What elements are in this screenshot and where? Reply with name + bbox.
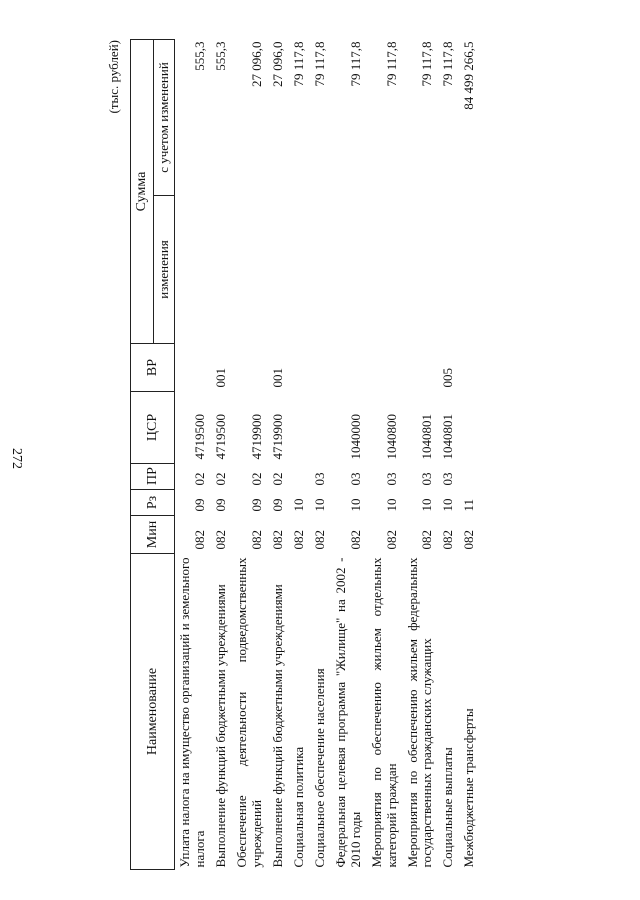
header-min: Мин bbox=[131, 516, 175, 554]
row-csr bbox=[310, 392, 331, 464]
row-min: 082 bbox=[213, 530, 229, 550]
row-vr bbox=[175, 344, 211, 392]
row-changes bbox=[403, 196, 439, 344]
row-changes bbox=[310, 196, 331, 344]
header-with-changes: с учетом изменений bbox=[154, 40, 175, 196]
row-min: 082 bbox=[192, 530, 208, 550]
row-min: 082 bbox=[440, 530, 456, 550]
table-row bbox=[289, 40, 310, 870]
row-rz: 09 bbox=[213, 498, 229, 512]
header-vr: ВР bbox=[131, 344, 175, 392]
row-vr bbox=[459, 344, 480, 392]
row-vr bbox=[367, 344, 403, 392]
row-name: Мероприятия по обеспечению жильем федеральных государственных гражданских служащих bbox=[404, 557, 435, 868]
row-vr: 005 bbox=[440, 368, 456, 388]
row-pr: 02 bbox=[192, 472, 208, 486]
row-min: 082 bbox=[461, 530, 477, 550]
row-pr bbox=[289, 464, 310, 490]
row-with-changes: 555,3 bbox=[192, 41, 208, 71]
header-pr: ПР bbox=[131, 464, 175, 490]
row-name: Уплата налога на имущество организаций и земельного налога bbox=[177, 557, 208, 868]
row-name: Мероприятия по обеспечению жильем отдельных категорий граждан bbox=[368, 557, 399, 868]
header-name: Наименование bbox=[131, 554, 175, 870]
row-rz: 10 bbox=[290, 498, 306, 512]
row-rz: 10 bbox=[311, 498, 327, 512]
row-csr: 1040801 bbox=[419, 414, 435, 460]
row-changes bbox=[438, 196, 459, 344]
row-pr: 03 bbox=[419, 472, 435, 486]
row-with-changes: 79 117,8 bbox=[419, 41, 435, 87]
row-csr: 4719500 bbox=[192, 414, 208, 460]
row-min: 082 bbox=[311, 530, 327, 550]
row-name: Выполнение функций бюджетными учреждениями bbox=[213, 584, 229, 868]
row-name: Межбюджетные трансферты bbox=[461, 708, 477, 868]
table-row bbox=[459, 40, 480, 870]
row-changes bbox=[268, 196, 289, 344]
table-row bbox=[403, 40, 439, 870]
table-header bbox=[131, 40, 175, 870]
header-changes: изменения bbox=[154, 196, 175, 344]
header-rz: Рз bbox=[131, 490, 175, 516]
row-with-changes: 27 096,0 bbox=[269, 41, 285, 87]
row-changes bbox=[367, 196, 403, 344]
row-vr: 001 bbox=[213, 368, 229, 388]
row-csr bbox=[459, 392, 480, 464]
row-name: Социальное обеспечение населения bbox=[311, 668, 327, 868]
header-csr: ЦСР bbox=[131, 392, 175, 464]
row-csr: 1040800 bbox=[383, 414, 399, 460]
row-rz: 11 bbox=[461, 498, 477, 512]
row-csr: 4719900 bbox=[249, 414, 265, 460]
row-csr: 4719900 bbox=[269, 414, 285, 460]
row-rz: 09 bbox=[192, 498, 208, 512]
table-row bbox=[268, 40, 289, 870]
row-with-changes: 84 499 266,5 bbox=[461, 41, 477, 110]
row-rz: 10 bbox=[383, 498, 399, 512]
row-with-changes: 27 096,0 bbox=[249, 41, 265, 87]
row-rz: 10 bbox=[440, 498, 456, 512]
row-rz: 10 bbox=[347, 498, 363, 512]
row-name: Выполнение функций бюджетными учреждениями bbox=[269, 584, 285, 868]
row-name: Социальные выплаты bbox=[440, 747, 456, 868]
row-rz: 10 bbox=[419, 498, 435, 512]
row-with-changes: 79 117,8 bbox=[290, 41, 306, 87]
row-min: 082 bbox=[290, 530, 306, 550]
rotated-page-content bbox=[106, 40, 610, 870]
row-min: 082 bbox=[269, 530, 285, 550]
row-pr: 03 bbox=[440, 472, 456, 486]
row-changes bbox=[232, 196, 268, 344]
row-pr: 03 bbox=[347, 472, 363, 486]
row-min: 082 bbox=[419, 530, 435, 550]
row-vr bbox=[403, 344, 439, 392]
row-pr: 02 bbox=[213, 472, 229, 486]
table-row bbox=[175, 40, 211, 870]
page-number: 272 bbox=[9, 448, 24, 469]
table-row bbox=[211, 40, 232, 870]
row-with-changes: 555,3 bbox=[213, 41, 229, 71]
row-vr: 001 bbox=[269, 368, 285, 388]
row-vr bbox=[310, 344, 331, 392]
row-csr: 1040801 bbox=[440, 414, 456, 460]
table-row bbox=[438, 40, 459, 870]
row-vr bbox=[331, 344, 367, 392]
row-with-changes: 79 117,8 bbox=[440, 41, 456, 87]
row-rz: 09 bbox=[269, 498, 285, 512]
row-min: 082 bbox=[249, 530, 265, 550]
row-csr: 4719500 bbox=[213, 414, 229, 460]
table-row bbox=[331, 40, 367, 870]
table-row bbox=[310, 40, 331, 870]
row-pr: 03 bbox=[383, 472, 399, 486]
table-row bbox=[367, 40, 403, 870]
row-csr bbox=[289, 392, 310, 464]
row-pr bbox=[459, 464, 480, 490]
row-min: 082 bbox=[347, 530, 363, 550]
row-min: 082 bbox=[383, 530, 399, 550]
table-row bbox=[232, 40, 268, 870]
row-changes bbox=[289, 196, 310, 344]
table-body bbox=[175, 40, 481, 870]
row-name: Федеральная целевая программа "Жилище" на 2002 - 2010 годы bbox=[332, 557, 363, 868]
row-csr: 1040000 bbox=[347, 414, 363, 460]
header-sum: Сумма bbox=[131, 40, 154, 344]
row-changes bbox=[331, 196, 367, 344]
row-pr: 02 bbox=[249, 472, 265, 486]
row-vr bbox=[232, 344, 268, 392]
row-name: Социальная политика bbox=[290, 746, 306, 868]
row-vr bbox=[289, 344, 310, 392]
row-pr: 03 bbox=[311, 472, 327, 486]
row-with-changes: 79 117,8 bbox=[347, 41, 363, 87]
row-with-changes: 79 117,8 bbox=[383, 41, 399, 87]
row-rz: 09 bbox=[249, 498, 265, 512]
row-pr: 02 bbox=[269, 472, 285, 486]
row-name: Обеспечение деятельности подведомственных учреждений bbox=[234, 557, 265, 868]
row-with-changes: 79 117,8 bbox=[311, 41, 327, 87]
budget-table bbox=[130, 39, 480, 870]
row-changes bbox=[175, 196, 211, 344]
row-changes bbox=[459, 196, 480, 344]
unit-note: (тыс. рублей) bbox=[106, 40, 121, 114]
row-changes bbox=[211, 196, 232, 344]
